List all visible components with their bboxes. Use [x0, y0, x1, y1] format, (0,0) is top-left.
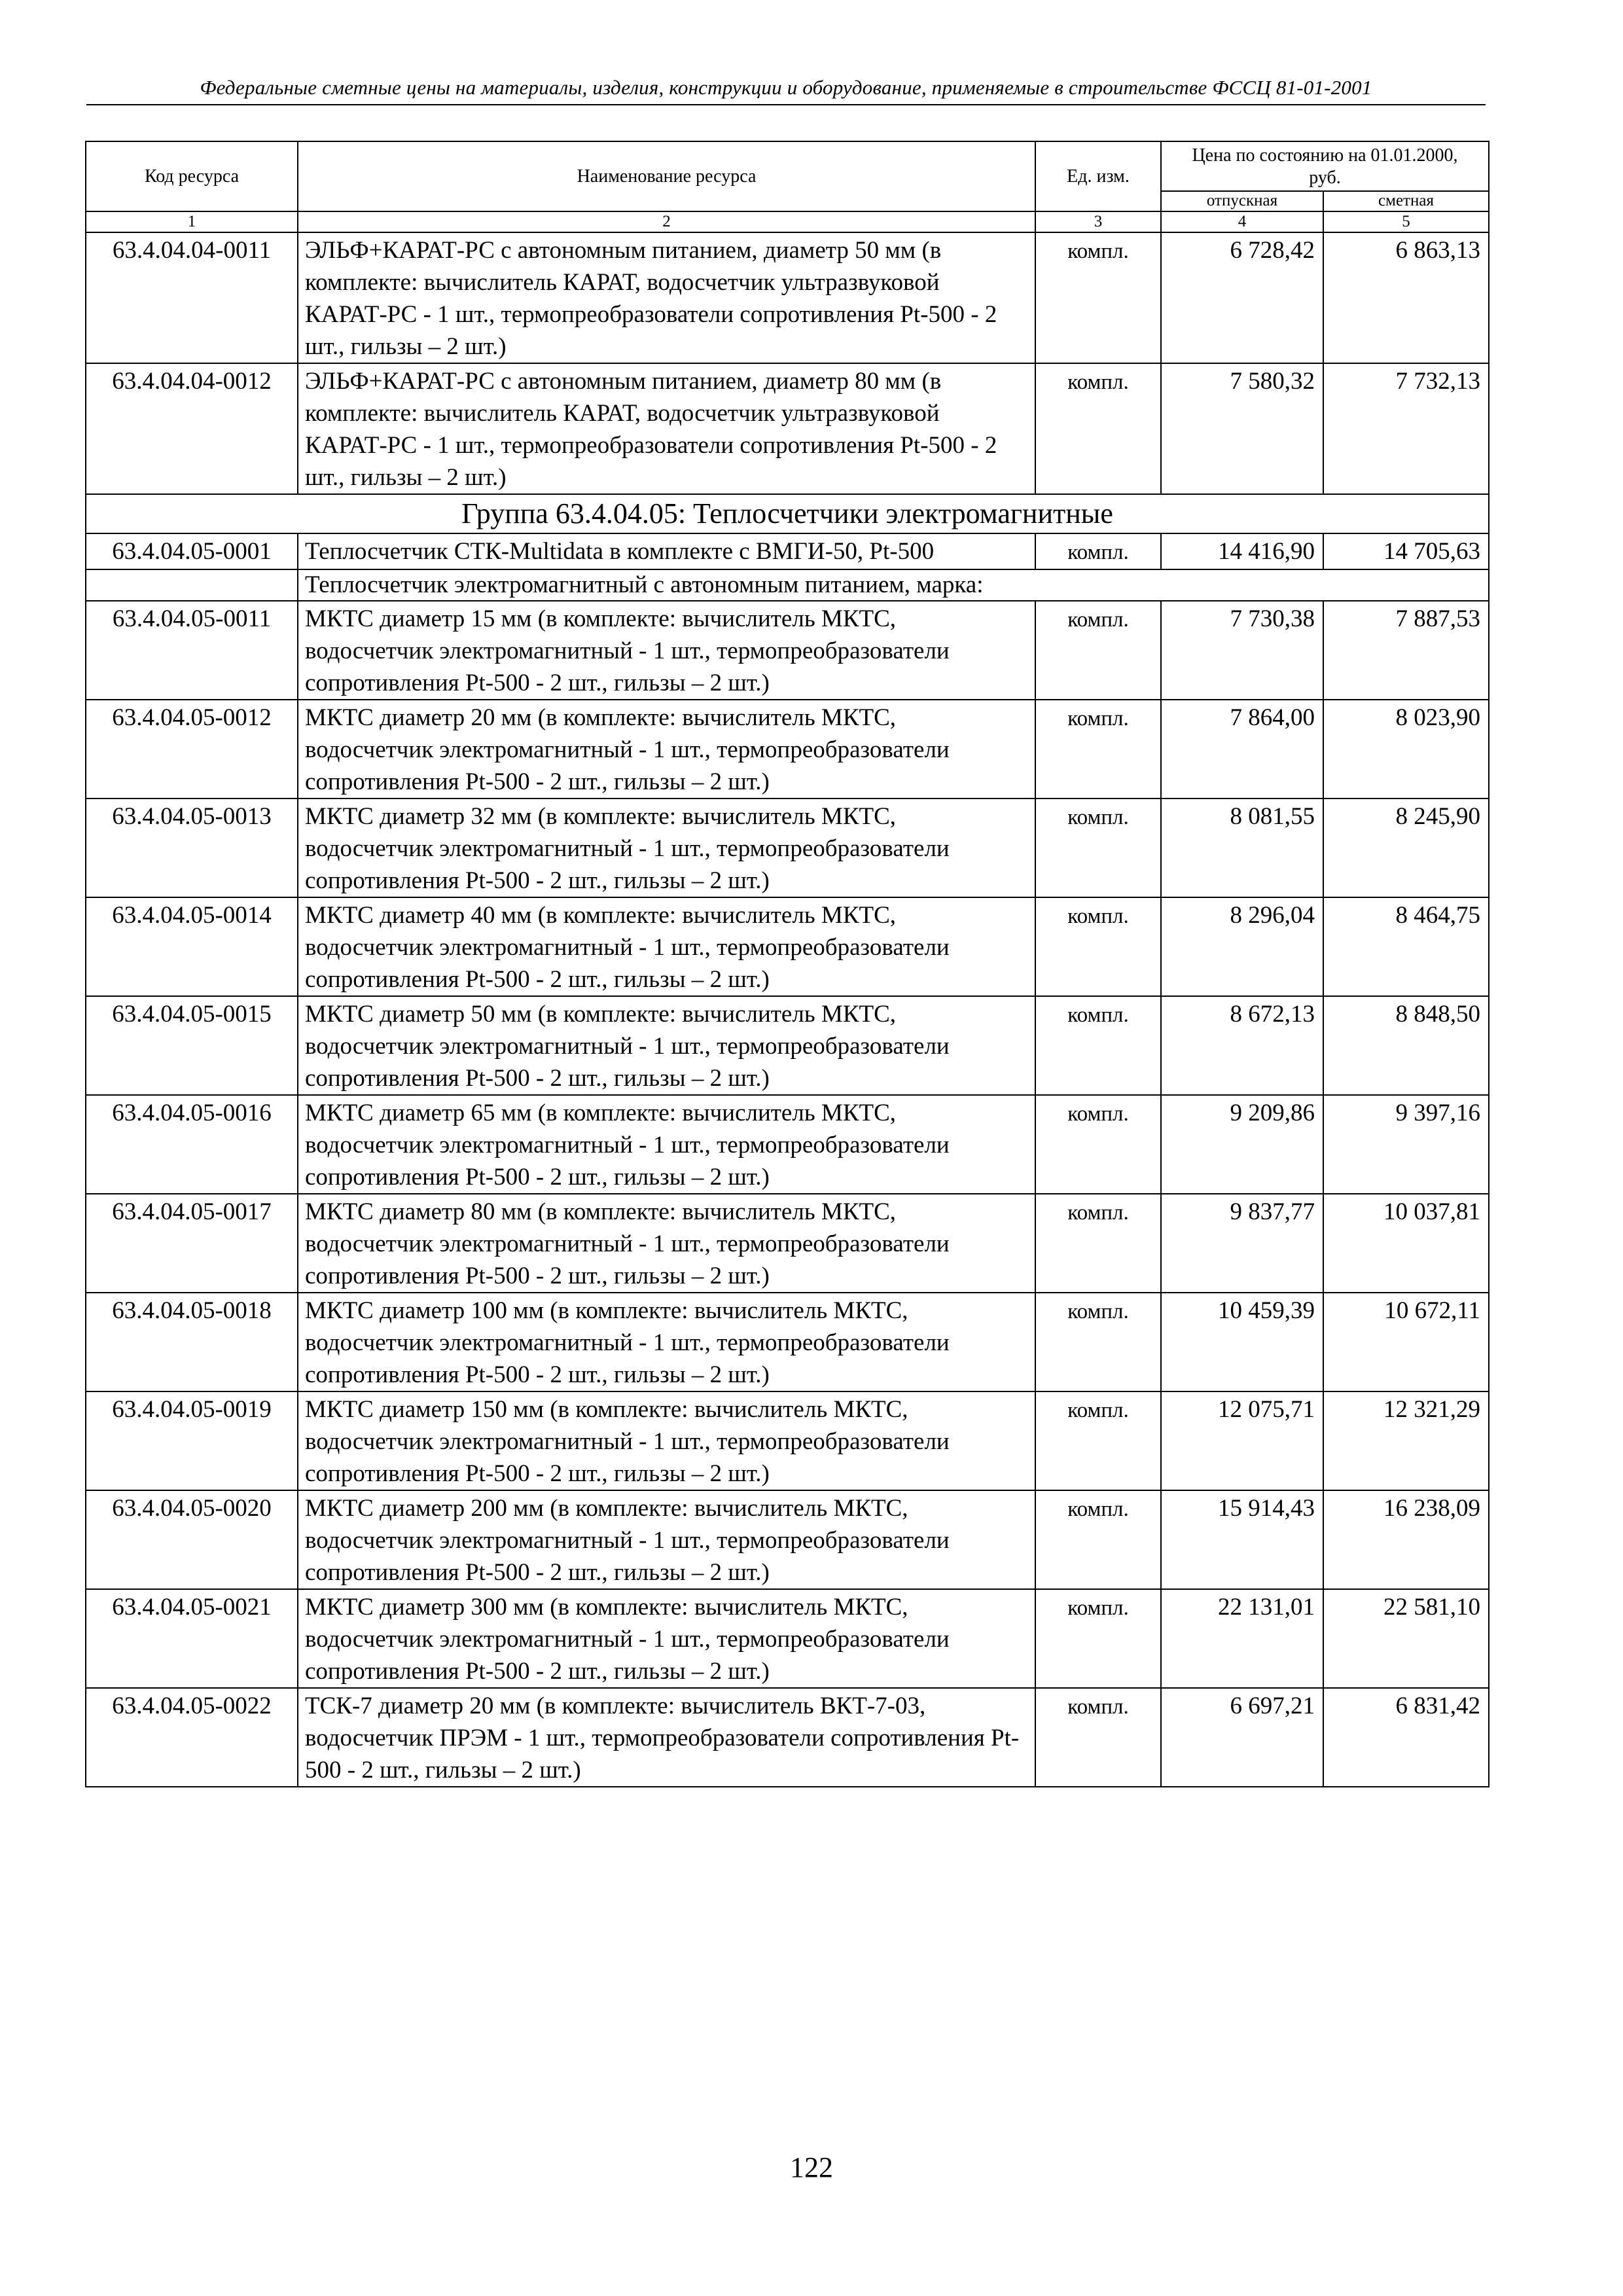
- release-price: 6 697,21: [1161, 1688, 1323, 1787]
- page-number: 122: [790, 2151, 833, 2183]
- resource-name: МКТС диаметр 80 мм (в комплекте: вычислитель МКТС, водосчетчик электромагнитный - 1 шт., термопреобразователи сопротивления Pt-500 - 2 шт., гильзы – 2 шт.): [298, 1194, 1035, 1293]
- resource-name: МКТС диаметр 200 мм (в комплекте: вычислитель МКТС, водосчетчик электромагнитный - 1 шт., термопреобразователи сопротивления Pt-500 - 2 шт., гильзы – 2 шт.): [298, 1490, 1035, 1589]
- resource-code: 63.4.04.05-0018: [86, 1293, 298, 1391]
- resource-name: МКТС диаметр 50 мм (в комплекте: вычислитель МКТС, водосчетчик электромагнитный - 1 шт., термопреобразователи сопротивления Pt-500 - 2 шт., гильзы – 2 шт.): [298, 996, 1035, 1095]
- table-row: [86, 1293, 1489, 1391]
- col-header-estimate: сметная: [1323, 191, 1489, 211]
- estimate-price: 8 023,90: [1323, 700, 1489, 798]
- resource-name: МКТС диаметр 150 мм (в комплекте: вычислитель МКТС, водосчетчик электромагнитный - 1 шт., термопреобразователи сопротивления Pt-500 - 2 шт., гильзы – 2 шт.): [298, 1391, 1035, 1490]
- table-row: [86, 232, 1489, 363]
- resource-code: 63.4.04.05-0017: [86, 1194, 298, 1293]
- release-price: 9 837,77: [1161, 1194, 1323, 1293]
- resource-name: ТСК-7 диаметр 20 мм (в комплекте: вычислитель ВКТ-7-03, водосчетчик ПРЭМ - 1 шт., термопреобразователи сопротивления Pt-500 - 2 шт., гильзы – 2 шт.): [298, 1688, 1035, 1787]
- col-number: 2: [298, 211, 1035, 232]
- estimate-price: 7 887,53: [1323, 601, 1489, 700]
- resource-unit: компл.: [1035, 1688, 1161, 1787]
- release-price: 22 131,01: [1161, 1589, 1323, 1688]
- table-row: [86, 996, 1489, 1095]
- resource-unit: компл.: [1035, 1293, 1161, 1391]
- resource-code: 63.4.04.05-0020: [86, 1490, 298, 1589]
- page-header: Федеральные сметные цены на материалы, изделия, конструкции и оборудование, применяемые в строительстве ФССЦ 81-01-2001: [200, 76, 1372, 99]
- col-header-release: отпускная: [1161, 191, 1323, 211]
- table-row: [86, 1194, 1489, 1293]
- release-price: 15 914,43: [1161, 1490, 1323, 1589]
- group-title: Группа 63.4.04.05: Теплосчетчики электромагнитные: [86, 494, 1489, 533]
- resource-code: 63.4.04.04-0012: [86, 363, 298, 494]
- resource-code: 63.4.04.05-0022: [86, 1688, 298, 1787]
- estimate-price: 10 037,81: [1323, 1194, 1489, 1293]
- group-section: [86, 494, 1489, 601]
- resource-unit: компл.: [1035, 363, 1161, 494]
- col-header-code: Код ресурса: [86, 141, 298, 211]
- release-price: 12 075,71: [1161, 1391, 1323, 1490]
- col-number: 5: [1323, 211, 1489, 232]
- resource-unit: компл.: [1035, 1490, 1161, 1589]
- resource-code: 63.4.04.05-0021: [86, 1589, 298, 1688]
- estimate-price: 14 705,63: [1323, 533, 1489, 569]
- table-body-top: [86, 232, 1489, 494]
- table-body-bottom: [86, 601, 1489, 1787]
- estimate-price: 8 245,90: [1323, 798, 1489, 897]
- subheading: Теплосчетчик электромагнитный с автономным питанием, марка:: [298, 569, 1489, 601]
- resource-code: 63.4.04.05-0011: [86, 601, 298, 700]
- release-price: 10 459,39: [1161, 1293, 1323, 1391]
- resource-unit: компл.: [1035, 1589, 1161, 1688]
- table-row: [86, 897, 1489, 996]
- col-header-unit: Ед. изм.: [1035, 141, 1161, 211]
- table-row: [86, 1589, 1489, 1688]
- release-price: 7 864,00: [1161, 700, 1323, 798]
- table-row: [86, 700, 1489, 798]
- estimate-price: 8 464,75: [1323, 897, 1489, 996]
- table-row: [86, 1688, 1489, 1787]
- resource-name: МКТС диаметр 32 мм (в комплекте: вычислитель МКТС, водосчетчик электромагнитный - 1 шт., термопреобразователи сопротивления Pt-500 - 2 шт., гильзы – 2 шт.): [298, 798, 1035, 897]
- resource-code: 63.4.04.05-0001: [86, 533, 298, 569]
- resource-name: МКТС диаметр 15 мм (в комплекте: вычислитель МКТС, водосчетчик электромагнитный - 1 шт., термопреобразователи сопротивления Pt-500 - 2 шт., гильзы – 2 шт.): [298, 601, 1035, 700]
- resource-unit: компл.: [1035, 533, 1161, 569]
- resource-unit: компл.: [1035, 1194, 1161, 1293]
- estimate-price: 10 672,11: [1323, 1293, 1489, 1391]
- release-price: 6 728,42: [1161, 232, 1323, 363]
- estimate-price: 6 831,42: [1323, 1688, 1489, 1787]
- table-row: [86, 1391, 1489, 1490]
- release-price: 8 296,04: [1161, 897, 1323, 996]
- col-header-name: Наименование ресурса: [298, 141, 1035, 211]
- resource-unit: компл.: [1035, 601, 1161, 700]
- resource-unit: компл.: [1035, 700, 1161, 798]
- resource-unit: компл.: [1035, 798, 1161, 897]
- resource-code: 63.4.04.05-0019: [86, 1391, 298, 1490]
- price-table: [85, 141, 1489, 1787]
- estimate-price: 12 321,29: [1323, 1391, 1489, 1490]
- resource-unit: компл.: [1035, 897, 1161, 996]
- resource-code: 63.4.04.05-0013: [86, 798, 298, 897]
- estimate-price: 16 238,09: [1323, 1490, 1489, 1589]
- table-row: [86, 1095, 1489, 1194]
- release-price: 7 580,32: [1161, 363, 1323, 494]
- resource-unit: компл.: [1035, 1391, 1161, 1490]
- resource-code: 63.4.04.05-0015: [86, 996, 298, 1095]
- table-row: [86, 798, 1489, 897]
- resource-unit: компл.: [1035, 1095, 1161, 1194]
- resource-name: ЭЛЬФ+КАРАТ-РС с автономным питанием, диаметр 80 мм (в комплекте: вычислитель КАРАТ, водосчетчик ультразвуковой КАРАТ-РС - 1 шт., термопреобразователи сопротивления Pt-500 - 2 шт., гильзы – 2 шт.): [298, 363, 1035, 494]
- resource-name: МКТС диаметр 300 мм (в комплекте: вычислитель МКТС, водосчетчик электромагнитный - 1 шт., термопреобразователи сопротивления Pt-500 - 2 шт., гильзы – 2 шт.): [298, 1589, 1035, 1688]
- resource-unit: компл.: [1035, 232, 1161, 363]
- resource-name: МКТС диаметр 20 мм (в комплекте: вычислитель МКТС, водосчетчик электромагнитный - 1 шт., термопреобразователи сопротивления Pt-500 - 2 шт., гильзы – 2 шт.): [298, 700, 1035, 798]
- col-number: 1: [86, 211, 298, 232]
- col-number: 3: [1035, 211, 1161, 232]
- col-number: 4: [1161, 211, 1323, 232]
- resource-code: 63.4.04.04-0011: [86, 232, 298, 363]
- table-row: [86, 1490, 1489, 1589]
- estimate-price: 7 732,13: [1323, 363, 1489, 494]
- resource-code: 63.4.04.05-0012: [86, 700, 298, 798]
- resource-name: МКТС диаметр 65 мм (в комплекте: вычислитель МКТС, водосчетчик электромагнитный - 1 шт., термопреобразователи сопротивления Pt-500 - 2 шт., гильзы – 2 шт.): [298, 1095, 1035, 1194]
- estimate-price: 22 581,10: [1323, 1589, 1489, 1688]
- resource-name: МКТС диаметр 40 мм (в комплекте: вычислитель МКТС, водосчетчик электромагнитный - 1 шт., термопреобразователи сопротивления Pt-500 - 2 шт., гильзы – 2 шт.): [298, 897, 1035, 996]
- resource-name: Теплосчетчик СТК-Multidata в комплекте с ВМГИ-50, Pt-500: [298, 533, 1035, 569]
- release-price: 9 209,86: [1161, 1095, 1323, 1194]
- release-price: 7 730,38: [1161, 601, 1323, 700]
- release-price: 8 081,55: [1161, 798, 1323, 897]
- resource-name: МКТС диаметр 100 мм (в комплекте: вычислитель МКТС, водосчетчик электромагнитный - 1 шт., термопреобразователи сопротивления Pt-500 - 2 шт., гильзы – 2 шт.): [298, 1293, 1035, 1391]
- estimate-price: 6 863,13: [1323, 232, 1489, 363]
- resource-code: 63.4.04.05-0016: [86, 1095, 298, 1194]
- release-price: 14 416,90: [1161, 533, 1323, 569]
- resource-name: ЭЛЬФ+КАРАТ-РС с автономным питанием, диаметр 50 мм (в комплекте: вычислитель КАРАТ, водосчетчик ультразвуковой КАРАТ-РС - 1 шт., термопреобразователи сопротивления Pt-500 - 2 шт., гильзы – 2 шт.): [298, 232, 1035, 363]
- estimate-price: 8 848,50: [1323, 996, 1489, 1095]
- table-row: [86, 601, 1489, 700]
- table-row: [86, 363, 1489, 494]
- col-header-price-group: Цена по состоянию на 01.01.2000, руб.: [1161, 141, 1489, 191]
- resource-unit: компл.: [1035, 996, 1161, 1095]
- resource-code: 63.4.04.05-0014: [86, 897, 298, 996]
- header-rule: [86, 104, 1486, 105]
- estimate-price: 9 397,16: [1323, 1095, 1489, 1194]
- release-price: 8 672,13: [1161, 996, 1323, 1095]
